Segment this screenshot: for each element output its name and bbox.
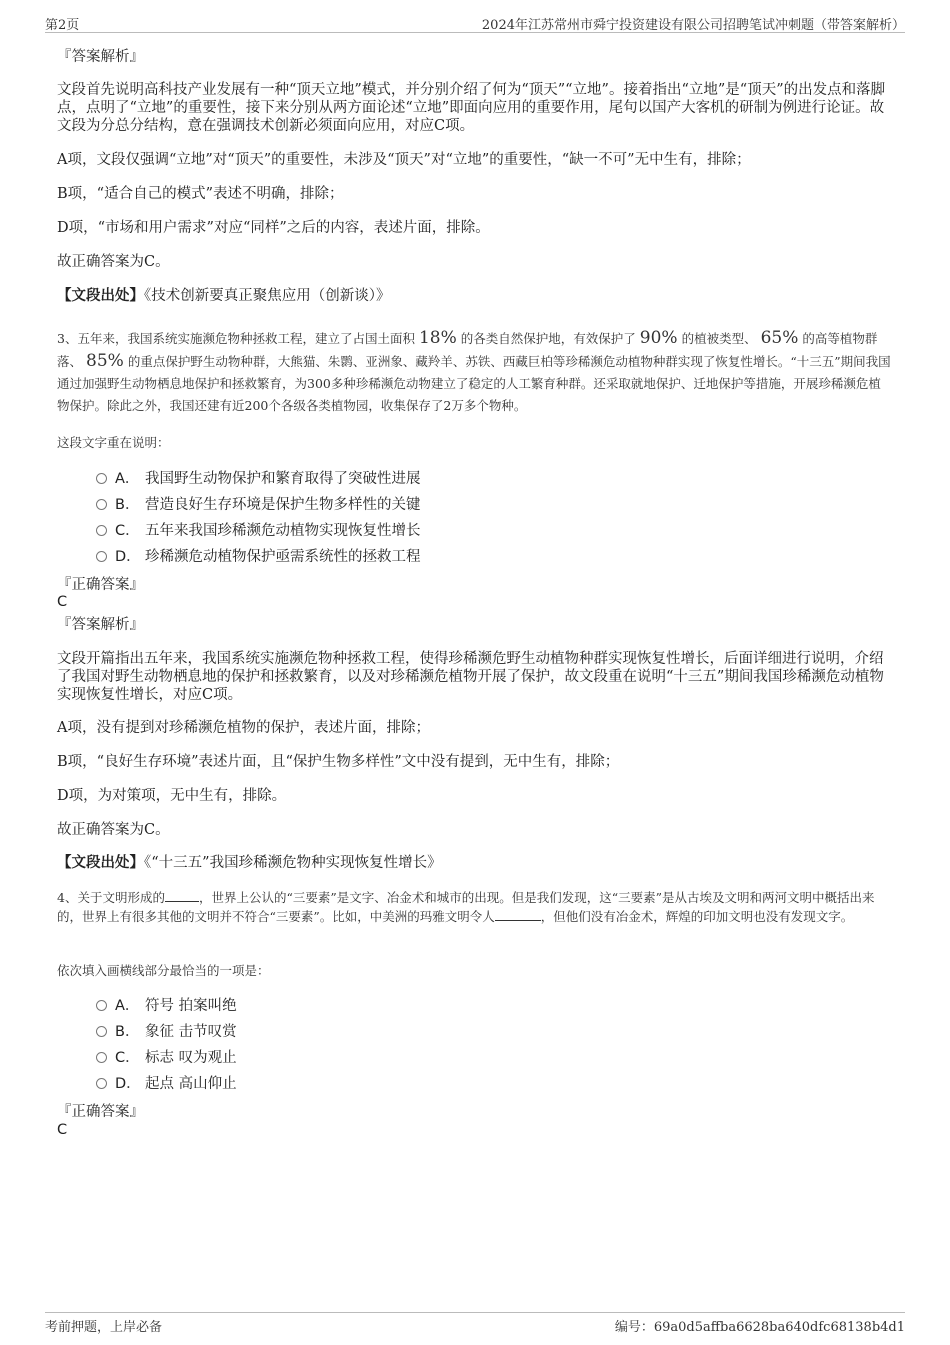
- fill-blank-2: [495, 908, 541, 921]
- option-letter: D．: [115, 549, 141, 565]
- q2-conclusion: 故正确答案为C。: [57, 254, 170, 270]
- radio-icon[interactable]: [96, 473, 107, 484]
- option-letter: A．: [115, 471, 140, 487]
- radio-icon[interactable]: [96, 1052, 107, 1063]
- q4-prompt: 依次填入画横线部分最恰当的一项是：: [57, 963, 270, 978]
- q3-source-title: 《“十三五”我国珍稀濒危物种实现恢复性增长》: [144, 855, 442, 871]
- q3-prompt: 这段文字重在说明：: [57, 435, 170, 450]
- q3-option-b-analysis: B项，“良好生存环境”表述片面，且“保护生物多样性”文中没有提到，无中生有，排除；: [57, 754, 620, 770]
- q3-pct-2: 90%: [639, 328, 678, 348]
- q3-source-label: 【文段出处】: [57, 854, 144, 871]
- q3-option-d[interactable]: [96, 548, 421, 566]
- option-letter: B．: [115, 1024, 140, 1040]
- q4-stem: [57, 888, 892, 926]
- option-text: 珍稀濒危动植物保护亟需系统性的拯救工程: [145, 549, 421, 565]
- q2-analysis-text: 文段首先说明高科技产业发展有一种“顶天立地”模式，并分别介绍了何为“顶天”“立地”。接着指出“立地”是“顶天”的出发点和落脚点，点明了“立地”的重要性，接下来分别从两方面论述“立地”即面向应用的重要作用，尾句以国产大客机的研制为例进行论证。故文段为分总分结构，意在强调技术创新必须面向应用，对应C项。: [57, 82, 886, 134]
- radio-icon[interactable]: [96, 1000, 107, 1011]
- q2-source-title: 《技术创新要真正聚焦应用（创新谈）》: [144, 288, 391, 304]
- q3-option-a-analysis: A项，没有提到对珍稀濒危植物的保护，表述片面，排除；: [57, 720, 430, 736]
- radio-icon[interactable]: [96, 551, 107, 562]
- q2-option-b-analysis: B项，“适合自己的模式”表述不明确，排除；: [57, 186, 344, 202]
- option-text: 标志 叹为观止: [145, 1050, 237, 1066]
- radio-icon[interactable]: [96, 1078, 107, 1089]
- q4-option-a[interactable]: [96, 997, 237, 1015]
- option-letter: C．: [115, 523, 140, 539]
- q3-pct-4: 85%: [86, 351, 124, 371]
- q3-source: [57, 854, 897, 872]
- q4-option-d[interactable]: [96, 1075, 237, 1093]
- q4-stem-part: 4、关于文明形成的: [57, 890, 165, 905]
- q3-option-d-analysis: D项，为对策项，无中生有，排除。: [57, 788, 287, 804]
- option-text: 符号 拍案叫绝: [145, 998, 237, 1014]
- q2-source: [57, 287, 897, 305]
- q2-option-d-analysis: D项，“市场和用户需求”对应“同样”之后的内容，表述片面，排除。: [57, 220, 490, 236]
- option-letter: D．: [115, 1076, 141, 1092]
- q3-analysis-text: 文段开篇指出五年来，我国系统实施濒危物种拯救工程，使得珍稀濒危野生动植物种群实现恢复性增长，后面详细进行说明，介绍了我国对野生动物栖息地的保护和拯救繁育，以及对珍稀濒危植物开展了保护，故文段重在说明“十三五”期间我国珍稀濒危动植物实现恢复性增长，对应C项。: [57, 651, 884, 703]
- q3-conclusion: 故正确答案为C。: [57, 822, 170, 838]
- q2-source-label: 【文段出处】: [57, 287, 144, 304]
- q3-stem-part: 的重点保护野生动物种群，大熊猫、朱鹮、亚洲象、藏羚羊、苏铁、西藏巨柏等珍稀濒危动植物种群实现了恢复性增长。“十三五”期间我国通过加强野生动物栖息地保护和拯救繁育，为300多种珍稀濒危动物建立了稳定的人工繁育种群。还采取就地保护、迁地保护等措施，开展珍稀濒危植物保护。除此之外，我国还建有近200个各级各类植物园，收集保存了2万多个物种。: [57, 354, 891, 413]
- q3-analysis-label: 『答案解析』: [57, 617, 144, 633]
- q4-option-b[interactable]: [96, 1023, 237, 1041]
- q4-correct-answer: C: [57, 1122, 68, 1138]
- fill-blank-1: [165, 889, 199, 902]
- document-id: 编号：69a0d5affba6628ba640dfc68138b4d1: [614, 1320, 905, 1335]
- option-text: 象征 击节叹赏: [145, 1024, 237, 1040]
- option-letter: B．: [115, 497, 140, 513]
- q3-stem-part: 3、五年来，我国系统实施濒危物种拯救工程，建立了占国土面积: [57, 331, 415, 346]
- option-text: 五年来我国珍稀濒危动植物实现恢复性增长: [145, 523, 421, 539]
- q3-stem-part: 的各类自然保护地，有效保护了: [460, 331, 636, 346]
- q3-option-b[interactable]: [96, 496, 421, 514]
- q4-stem-part: ，世界上公认的“三要素”是文字、冶金术和城市的出现。但是我们发现，这“三要素”是从古埃及文明和两河文明中概括出来的，世界上有很多其他的文明并不符合“三要素”。比如，中美洲的玛雅文明令人: [57, 890, 875, 924]
- radio-icon[interactable]: [96, 1026, 107, 1037]
- q2-option-a-analysis: A项，文段仅强调“立地”对“顶天”的重要性，未涉及“顶天”对“立地”的重要性，“缺一不可”无中生有，排除；: [57, 152, 751, 168]
- q3-stem-part: 的植被类型、: [681, 331, 757, 346]
- q3-pct-3: 65%: [760, 328, 799, 348]
- q4-option-c[interactable]: [96, 1049, 237, 1067]
- page-footer: [45, 1312, 905, 1335]
- page-header: [45, 14, 905, 33]
- footer-slogan: 考前押题，上岸必备: [45, 1320, 163, 1335]
- q3-pct-1: 18%: [418, 328, 457, 348]
- q3-correct-label: 『正确答案』: [57, 577, 144, 593]
- q2-analysis-label: 『答案解析』: [57, 49, 144, 65]
- radio-icon[interactable]: [96, 499, 107, 510]
- radio-icon[interactable]: [96, 525, 107, 536]
- q3-stem: [57, 327, 892, 417]
- option-letter: C．: [115, 1050, 140, 1066]
- document-title: 2024年江苏常州市舜宁投资建设有限公司招聘笔试冲刺题（带答案解析）: [481, 18, 905, 33]
- q4-stem-part: ，但他们没有冶金术，辉煌的印加文明也没有发现文字。: [540, 909, 854, 924]
- option-text: 营造良好生存环境是保护生物多样性的关键: [145, 497, 421, 513]
- option-letter: A．: [115, 998, 140, 1014]
- q4-correct-label: 『正确答案』: [57, 1104, 144, 1120]
- q3-correct-answer: C: [57, 594, 68, 610]
- option-text: 我国野生动物保护和繁育取得了突破性进展: [145, 471, 421, 487]
- q3-stem-part: 的高等植物群落、: [57, 331, 878, 369]
- q3-option-c[interactable]: [96, 522, 421, 540]
- page-number: 第2页: [45, 18, 80, 33]
- q3-option-a[interactable]: [96, 470, 421, 488]
- option-text: 起点 高山仰止: [145, 1076, 237, 1092]
